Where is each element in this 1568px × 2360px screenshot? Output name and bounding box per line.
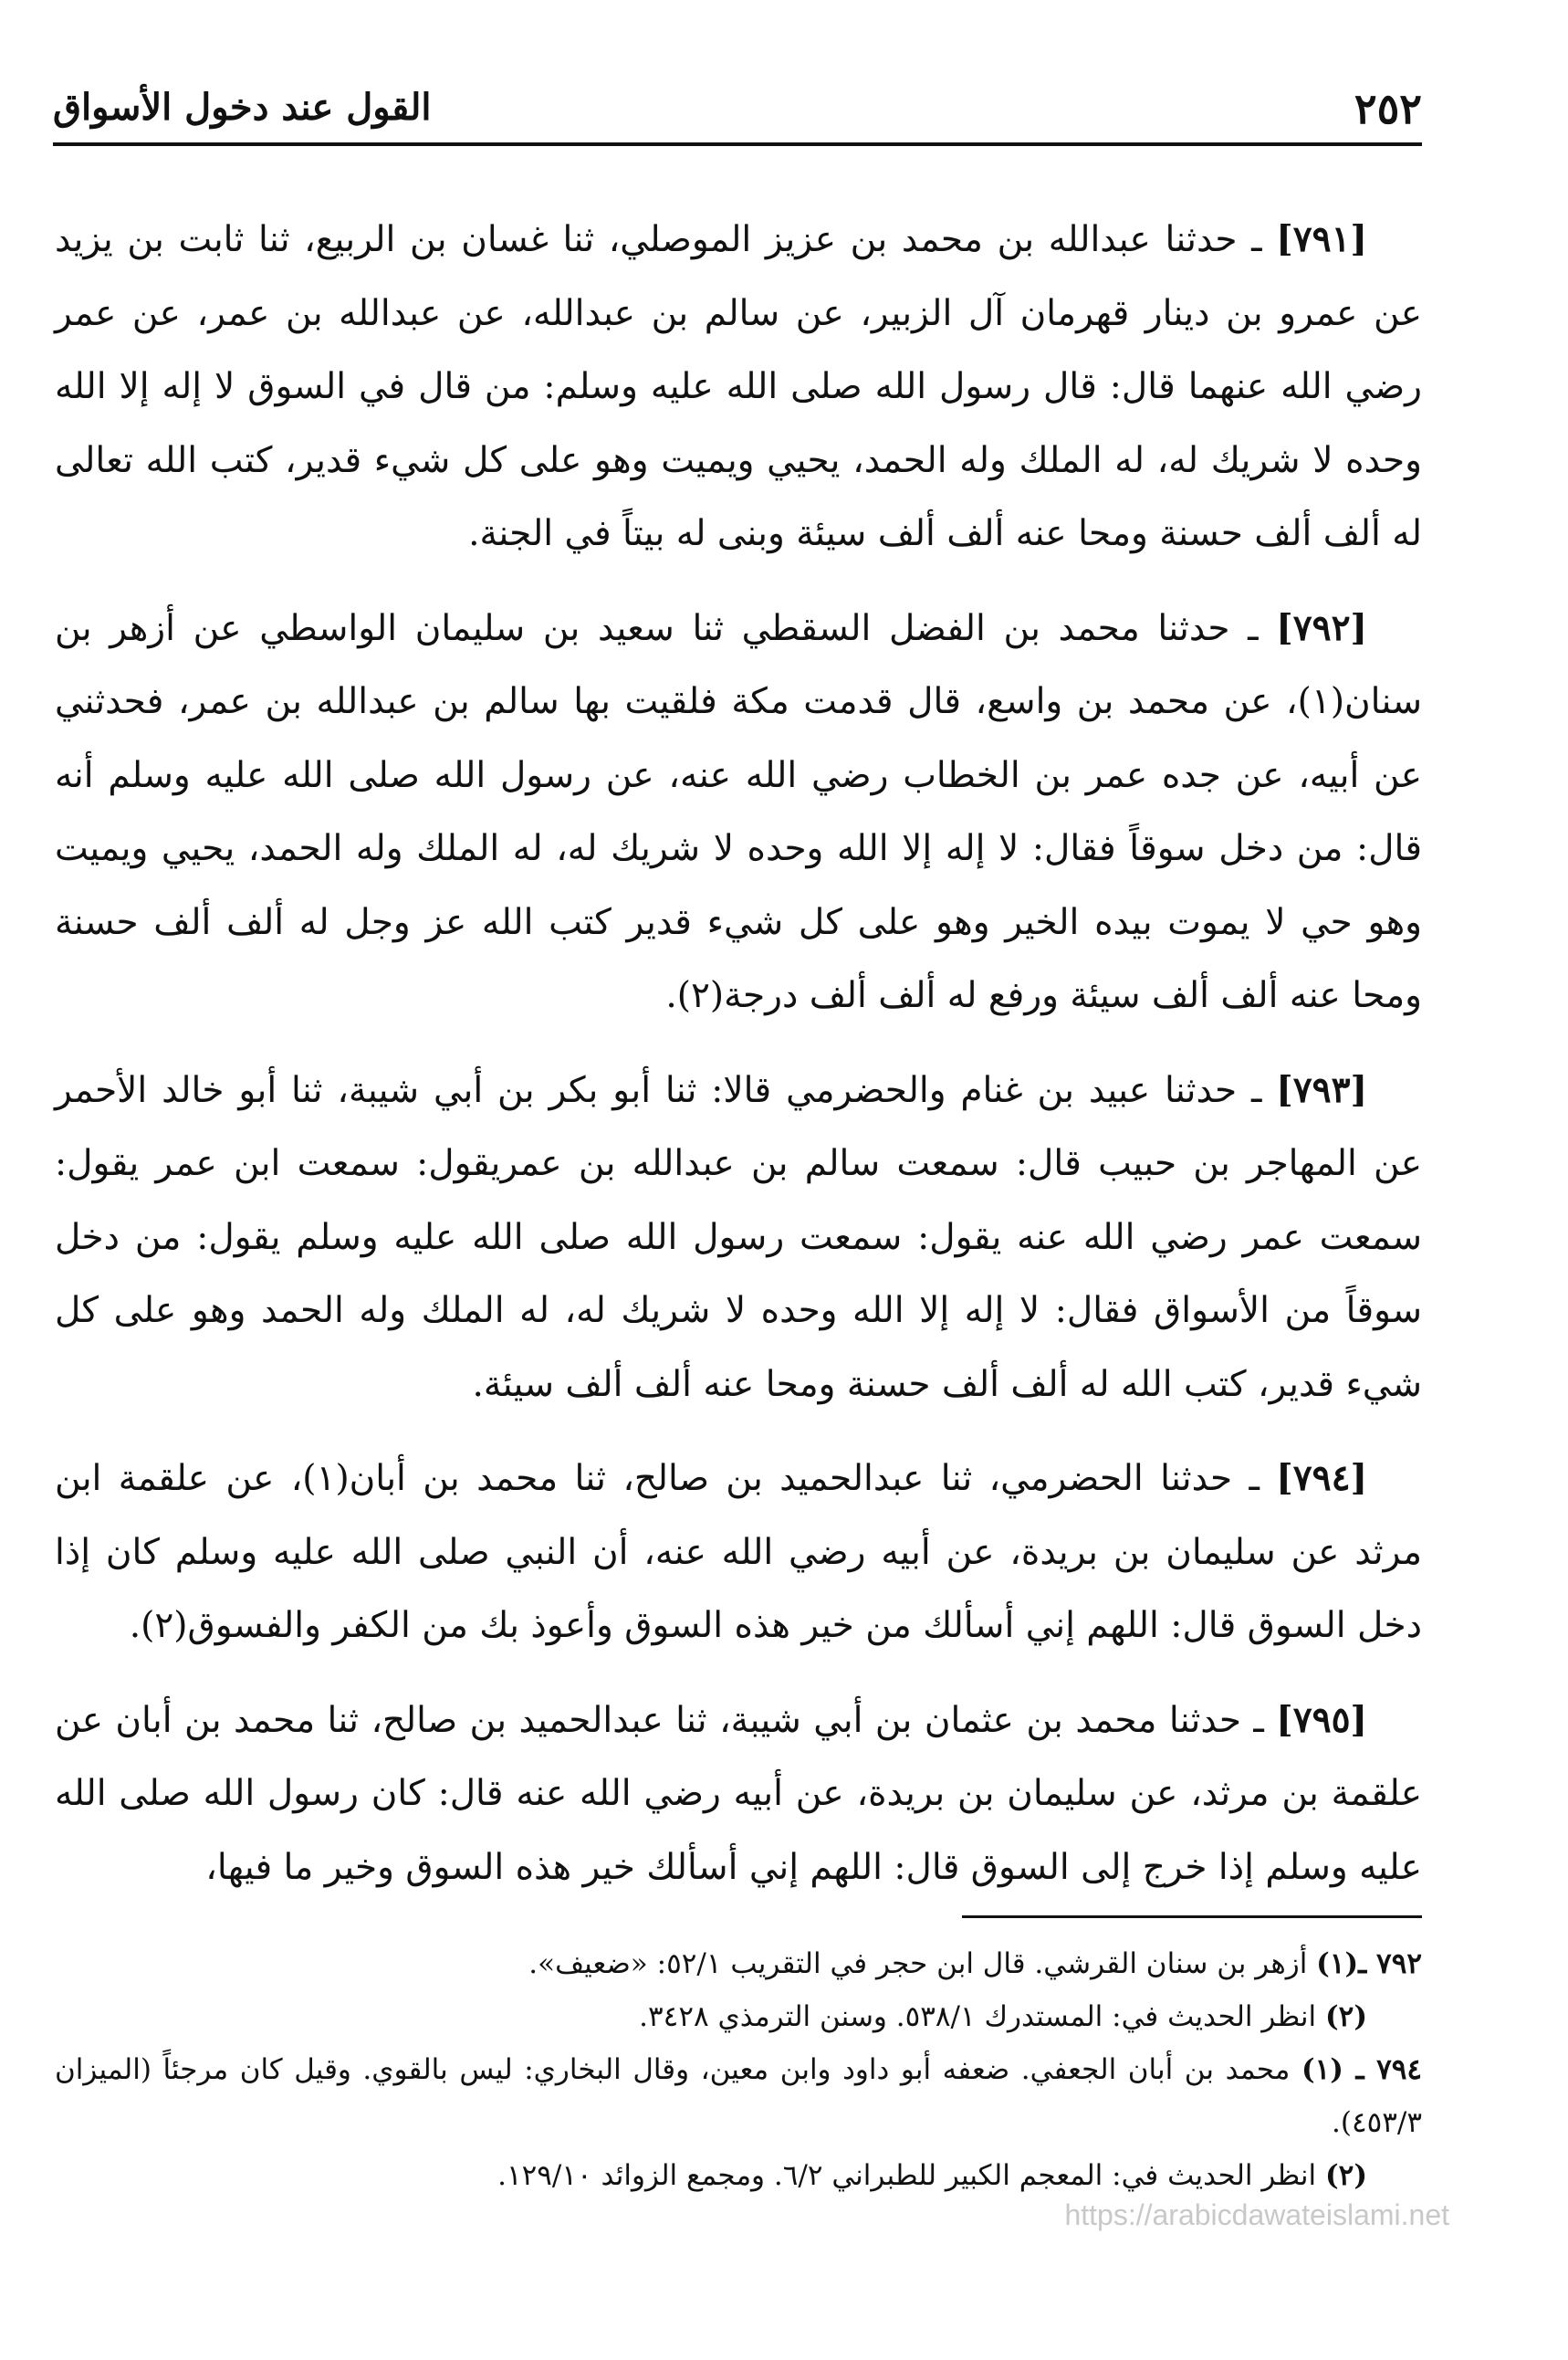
footnotes — [55, 1937, 1422, 2202]
hadith-paragraph — [55, 1683, 1422, 1905]
hadith-text: ـ حدثنا محمد بن عثمان بن أبي شيبة، ثنا عبدالحميد بن صالح، ثنا محمد بن أبان عن علقمة بن مرثد، عن سليمان بن بريدة، عن أبيه رضي الله عنه قال: كان رسول الله صلى الله عليه وسلم إذا خرج إلى السوق قال: اللهم إني أسألك خير هذه السوق وخير ما فيها، — [55, 1699, 1422, 1888]
footnote-text: محمد بن أبان الجعفي. ضعفه أبو داود وابن معين، وقال البخاري: ليس بالقوي. وقيل كان مرجئاً (الميزان ٤٥٣/٣). — [55, 2053, 1422, 2139]
footnote — [55, 2149, 1422, 2202]
hadith-text: ـ حدثنا الحضرمي، ثنا عبدالحميد بن صالح، ثنا محمد بن أبان(١)، عن علقمة ابن مرثد عن سليمان بن بريدة، عن أبيه رضي الله عنه، أن النبي صلى الله عليه وسلم كان إذا دخل السوق قال: اللهم إني أسألك من خير هذه السوق وأعوذ بك من الكفر والفسوق(٢). — [55, 1458, 1422, 1646]
footnote — [55, 1990, 1422, 2043]
footnote-text: انظر الحديث في: المستدرك ٥٣٨/١. وسنن الترمذي ٣٤٢٨. — [639, 2000, 1317, 2033]
hadith-paragraph — [55, 1442, 1422, 1663]
running-title: القول عند دخول الأسواق — [53, 86, 432, 129]
footnote-text: انظر الحديث في: المعجم الكبير للطبراني ٦/٢. ومجمع الزوائد ١٢٩/١٠. — [497, 2159, 1317, 2192]
footnote-ref: (٢) — [1325, 2159, 1367, 2192]
source-watermark: https://arabicdawateislami.net — [1064, 2198, 1449, 2231]
footnote-separator — [962, 1915, 1422, 1918]
hadith-paragraph — [55, 592, 1422, 1033]
footnote — [55, 1937, 1422, 1990]
footnote-ref: ٧٩٢ ـ(١) — [1316, 1947, 1422, 1980]
hadith-paragraph — [55, 203, 1422, 572]
main-text — [55, 203, 1422, 1925]
footnote-ref: (٢) — [1325, 2000, 1367, 2033]
footnote — [55, 2043, 1422, 2149]
hadith-number: [٧٩٣] — [1276, 1068, 1368, 1111]
hadith-number: [٧٩٢] — [1276, 606, 1367, 649]
page-header — [53, 84, 1422, 139]
hadith-number: [٧٩١] — [1276, 218, 1367, 260]
footnote-text: أزهر بن سنان القرشي. قال ابن حجر في التقريب ٥٢/١: «ضعيف». — [528, 1947, 1308, 1980]
header-rule — [53, 142, 1422, 146]
hadith-text: ـ حدثنا عبيد بن غنام والحضرمي قالا: ثنا أبو بكر بن أبي شيبة، ثنا أبو خالد الأحمر عن المهاجر بن حبيب قال: سمعت سالم بن عبدالله بن عمريقول: سمعت ابن عمر يقول: سمعت عمر رضي الله عنه يقول: سمعت رسول الله صلى الله عليه وسلم يقول: من دخل سوقاً من الأسواق فقال: لا إله إلا الله وحده لا شريك له، له الملك وله الحمد وهو على كل شيء قدير، كتب الله له ألف ألف حسنة ومحا عنه ألف ألف سيئة. — [55, 1069, 1422, 1405]
hadith-text: ـ حدثنا محمد بن الفضل السقطي ثنا سعيد بن سليمان الواسطي عن أزهر بن سنان(١)، عن محمد بن واسع، قال قدمت مكة فلقيت بها سالم بن عبدالله بن عمر، فحدثني عن أبيه، عن جده عمر بن الخطاب رضي الله عنه، عن رسول الله صلى الله عليه وسلم أنه قال: من دخل سوقاً فقال: لا إله إلا الله وحده لا شريك له، له الملك وله الحمد، يحيي ويميت وهو حي لا يموت بيده الخير وهو على كل شيء قدير كتب الله عز وجل له ألف ألف حسنة ومحا عنه ألف ألف سيئة ورفع له ألف ألف درجة(٢). — [55, 607, 1422, 1016]
footnote-ref: ٧٩٤ ـ (١) — [1301, 2053, 1423, 2086]
hadith-number: [٧٩٥] — [1276, 1698, 1367, 1741]
hadith-number: [٧٩٤] — [1276, 1457, 1368, 1499]
hadith-paragraph — [55, 1054, 1422, 1422]
page-number: ٢٥٢ — [1354, 84, 1422, 133]
hadith-text: ـ حدثنا عبدالله بن محمد بن عزيز الموصلي، ثنا غسان بن الربيع، ثنا ثابت بن يزيد عن عمرو بن دينار قهرمان آل الزبير، عن سالم بن عبدالله، عن عبدالله بن عمر، عن عمر رضي الله عنهما قال: قال رسول الله صلى الله عليه وسلم: من قال في السوق لا إله إلا الله وحده لا شريك له، له الملك وله الحمد، يحيي ويميت وهو على كل شيء قدير، كتب الله تعالى له ألف ألف حسنة ومحا عنه ألف ألف سيئة وبنى له بيتاً في الجنة. — [55, 219, 1422, 554]
